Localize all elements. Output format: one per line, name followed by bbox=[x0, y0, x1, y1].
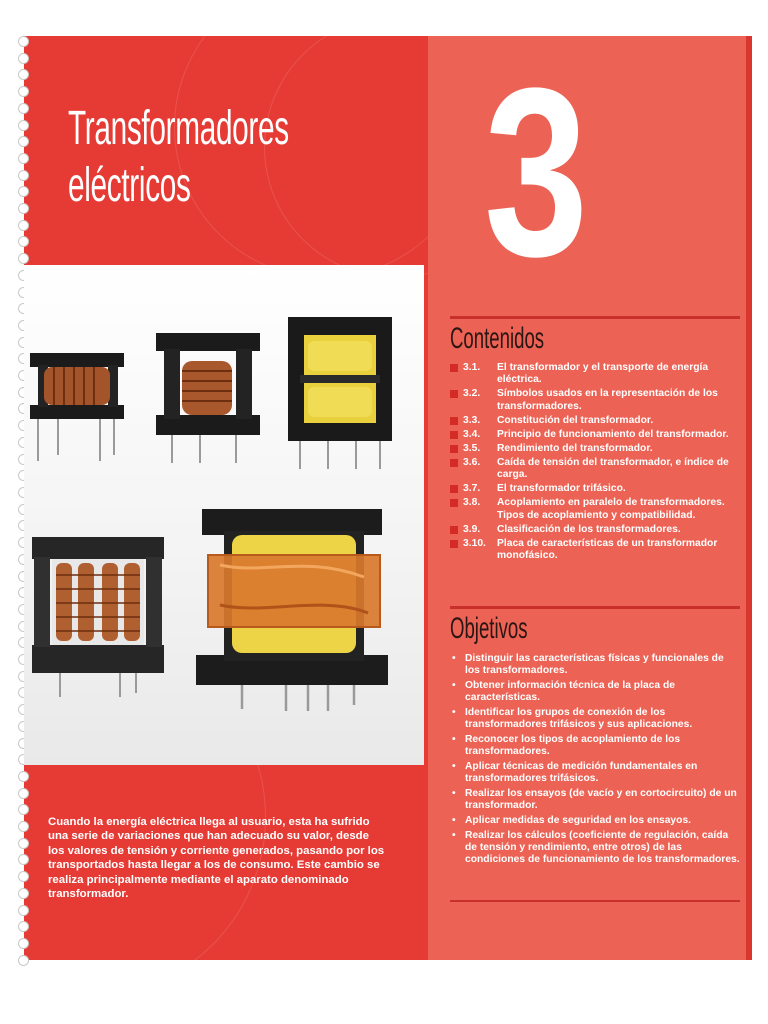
panel-edge bbox=[746, 36, 752, 960]
objectives-heading: Objetivos bbox=[450, 612, 528, 645]
contents-item-number: 3.7. bbox=[463, 483, 481, 495]
contents-item-text: Clasificación de los transformadores. bbox=[497, 523, 681, 535]
contents-item-text: Constitución del transformador. bbox=[497, 414, 654, 426]
bullet-square-icon bbox=[450, 485, 458, 493]
contents-item-number: 3.10. bbox=[463, 537, 486, 549]
transformers-illustration bbox=[24, 265, 424, 765]
objective-item: • Identificar los grupos de conexión de los transformadores trifásicos y sus aplicaciones. bbox=[450, 707, 740, 732]
chapter-title bbox=[68, 100, 289, 214]
bullet-square-icon bbox=[450, 526, 458, 534]
spiral-hole-icon bbox=[18, 86, 29, 97]
contents-item-text: Símbolos usados en la representación de los transformadores. bbox=[497, 388, 718, 412]
bullet-square-icon bbox=[450, 364, 458, 372]
bullet-square-icon bbox=[450, 390, 458, 398]
spiral-hole-icon bbox=[18, 53, 29, 64]
spiral-hole-icon bbox=[18, 36, 29, 47]
contents-item bbox=[450, 483, 740, 495]
contents-item-text: Rendimiento del transformador. bbox=[497, 442, 653, 454]
spiral-hole-icon bbox=[18, 103, 29, 114]
spiral-hole-icon bbox=[18, 153, 29, 164]
contents-item bbox=[450, 524, 740, 536]
contents-item-number: 3.3. bbox=[463, 414, 481, 426]
contents-item-text: El transformador trifásico. bbox=[497, 483, 626, 495]
bullet-square-icon bbox=[450, 417, 458, 425]
spiral-hole-icon bbox=[18, 804, 29, 815]
objective-item: • Aplicar medidas de seguridad en los ensayos. bbox=[450, 815, 740, 827]
bullet-square-icon bbox=[450, 540, 458, 548]
spiral-hole-icon bbox=[18, 120, 29, 131]
bottom-rule bbox=[450, 900, 740, 902]
bullet-square-icon bbox=[450, 445, 458, 453]
spiral-hole-icon bbox=[18, 136, 29, 147]
spiral-hole-icon bbox=[18, 203, 29, 214]
contents-item bbox=[450, 388, 740, 413]
bullet-square-icon bbox=[450, 431, 458, 439]
spiral-hole-icon bbox=[18, 888, 29, 899]
spiral-hole-icon bbox=[18, 170, 29, 181]
contents-item-number: 3.8. bbox=[463, 497, 481, 509]
contents-heading: Contenidos bbox=[450, 322, 545, 355]
transformers-photo bbox=[24, 265, 424, 765]
spiral-hole-icon bbox=[18, 938, 29, 949]
transformer-large-1 bbox=[32, 537, 164, 697]
spiral-hole-icon bbox=[18, 253, 29, 264]
transformer-small-3 bbox=[288, 317, 392, 469]
spiral-hole-icon bbox=[18, 788, 29, 799]
contents-item bbox=[450, 362, 740, 387]
contents-item-text: Placa de características de un transformador monofásico. bbox=[497, 537, 718, 562]
contents-item bbox=[450, 429, 740, 441]
spiral-hole-icon bbox=[18, 921, 29, 932]
transformer-small-1 bbox=[30, 353, 124, 461]
chapter-title-line-2: eléctricos bbox=[68, 159, 191, 212]
contents-item-number: 3.6. bbox=[463, 456, 481, 468]
spiral-hole-icon bbox=[18, 838, 29, 849]
bullet-square-icon bbox=[450, 459, 458, 467]
objectives-rule bbox=[450, 606, 740, 609]
contents-item bbox=[450, 415, 740, 427]
spiral-hole-icon bbox=[18, 905, 29, 916]
intro-paragraph: Cuando la energía eléctrica llega al usuario, esta ha sufrido una serie de variaciones que han adecuado su valor, desde los valores de tensión y corriente generados, pasando por los transportados hasta llegar a los de consumo. Este cambio se realiza principalmente mediante el aparato denominado transformador. bbox=[48, 816, 385, 901]
spiral-hole-icon bbox=[18, 220, 29, 231]
contents-item-number: 3.5. bbox=[463, 442, 481, 454]
chapter-title-line-1: Transformadores bbox=[68, 102, 289, 155]
contents-item-number: 3.9. bbox=[463, 523, 481, 535]
spiral-hole-icon bbox=[18, 821, 29, 832]
spiral-hole-icon bbox=[18, 955, 29, 966]
spiral-hole-icon bbox=[18, 871, 29, 882]
objectives-list bbox=[450, 653, 740, 869]
spiral-hole-icon bbox=[18, 186, 29, 197]
contents-item bbox=[450, 538, 740, 563]
objective-item: • Aplicar técnicas de medición fundamentales en transformadores trifásicos. bbox=[450, 761, 740, 786]
contents-item bbox=[450, 497, 740, 522]
contents-item bbox=[450, 457, 740, 482]
contents-rule bbox=[450, 316, 740, 319]
objective-item: • Reconocer los tipos de acoplamiento de los transformadores. bbox=[450, 734, 740, 759]
transformer-small-2 bbox=[156, 333, 260, 463]
contents-item bbox=[450, 443, 740, 455]
bullet-square-icon bbox=[450, 499, 458, 507]
spiral-hole-icon bbox=[18, 69, 29, 80]
contents-item-number: 3.4. bbox=[463, 428, 481, 440]
spiral-hole-icon bbox=[18, 854, 29, 865]
objective-item: • Realizar los cálculos (coeficiente de regulación, caída de tensión y rendimiento, entre otros) de las condiciones de funcionamiento de los transformadores. bbox=[450, 830, 740, 867]
chapter-number: 3 bbox=[484, 38, 589, 306]
transformer-large-2 bbox=[196, 509, 388, 711]
objective-item: • Distinguir las características físicas y funcionales de los transformadores. bbox=[450, 653, 740, 678]
objective-item: • Obtener información técnica de la placa de características. bbox=[450, 680, 740, 705]
contents-item-text: Acoplamiento en paralelo de transformadores. Tipos de acoplamiento y compatibilidad. bbox=[497, 497, 725, 521]
contents-item-number: 3.1. bbox=[463, 362, 481, 373]
contents-item-text: El transformador y el transporte de energía eléctrica. bbox=[497, 362, 709, 386]
contents-list bbox=[450, 362, 740, 564]
spiral-hole-icon bbox=[18, 771, 29, 782]
contents-item-number: 3.2. bbox=[463, 388, 481, 400]
objective-item: • Realizar los ensayos (de vacío y en cortocircuito) de un transformador. bbox=[450, 788, 740, 813]
contents-item-text: Caída de tensión del transformador, e índice de carga. bbox=[497, 456, 729, 481]
spiral-hole-icon bbox=[18, 236, 29, 247]
contents-item-text: Principio de funcionamiento del transformador. bbox=[497, 428, 729, 440]
